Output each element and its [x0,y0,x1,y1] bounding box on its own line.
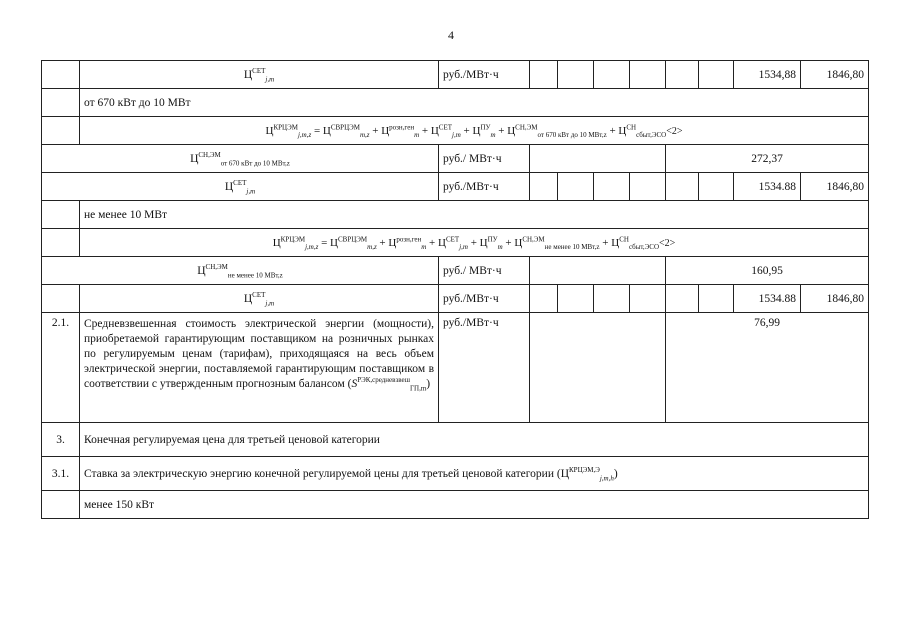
table-row [42,491,869,519]
value-cell: 1846,80 [801,61,869,89]
value-cell: 1846,80 [801,285,869,313]
tariff-table [41,60,869,519]
table-row [42,457,869,491]
value-cell: 1534,88 [734,61,801,89]
row-number: 3. [42,423,80,457]
row-label: Ставка за электрическую энергию конечной регулируемой цены для третьей ценовой категории $(Ц^{КРЦЭМ,Э}_{j,m,h})$ [80,457,869,491]
table-row [42,257,869,285]
formula-row: $Ц^{КРЦЭМ}_{j,m,z} = Ц^{СВРЦЭМ}_{m,z} + Ц^{розн,ген}_m + Ц^{СЕТ}_{j,m} + Ц^{ПУ}_m + Ц^{СН,ЭМ}_{от 670 кВт до 10 МВт,z} + Ц^{СН}_{сбыт,ЭСО}<2>$ [80,117,869,145]
formula-cell: $Ц^{СН,ЭМ}_{не менее 10 МВт,z}$ [42,257,439,285]
value-cell: 272,37 [666,145,869,173]
formula-cell: $Ц^{СЕТ}_{j,m}$ [42,173,439,201]
unit-cell: руб./МВт·ч [439,285,530,313]
table-row [42,89,869,117]
section-label: от 670 кВт до 10 МВт [80,89,869,117]
value-cell: 1534.88 [734,285,801,313]
table-row [42,117,869,145]
table-row [42,285,869,313]
value-cell: 76,99 [666,313,869,423]
row-label: Конечная регулируемая цена для третьей ценовой категории [80,423,869,457]
value-cell: 1846,80 [801,173,869,201]
table-row [42,313,869,423]
table-row [42,201,869,229]
row-number: 2.1. [42,313,80,423]
section-label: менее 150 кВт [80,491,869,519]
row-number: 3.1. [42,457,80,491]
table-row [42,229,869,257]
table-row [42,145,869,173]
section-label: не менее 10 МВт [80,201,869,229]
value-cell: 160,95 [666,257,869,285]
page-number: 4 [448,28,454,42]
unit-cell: руб./МВт·ч [439,313,530,423]
formula-cell: $Ц^{СН,ЭМ}_{от 670 кВт до 10 МВт,z}$ [42,145,439,173]
row-description: Средневзвешенная стоимость электрической энергии (мощности), приобретаемой гарантирующим поставщиком на розничных рынках по регулируемым ценам (тарифам), приходящаяся на весь объем электрической энергии, поставляемой гарантирующим поставщиком в соответствии с утвержденным прогнозным балансом $(S^{РЭК,средневзвеш}_{ГП,m})$ [80,313,439,423]
formula-row: $Ц^{КРЦЭМ}_{j,m,z} = Ц^{СВРЦЭМ}_{m,z} + Ц^{розн,ген}_m + Ц^{СЕТ}_{j,m} + Ц^{ПУ}_m + Ц^{СН,ЭМ}_{не менее 10 МВт,z} + Ц^{СН}_{сбыт,ЭСО}<2>$ [80,229,869,257]
unit-cell: руб./ МВт·ч [439,145,530,173]
table-row [42,423,869,457]
unit-cell: руб./МВт·ч [439,61,530,89]
formula-cell: $Ц^{СЕТ}_{j,m}$ [80,61,439,89]
unit-cell: руб./МВт·ч [439,173,530,201]
formula-cell: $Ц^{СЕТ}_{j,m}$ [80,285,439,313]
unit-cell: руб./ МВт·ч [439,257,530,285]
table-row [42,61,869,89]
table-row [42,173,869,201]
value-cell: 1534.88 [734,173,801,201]
